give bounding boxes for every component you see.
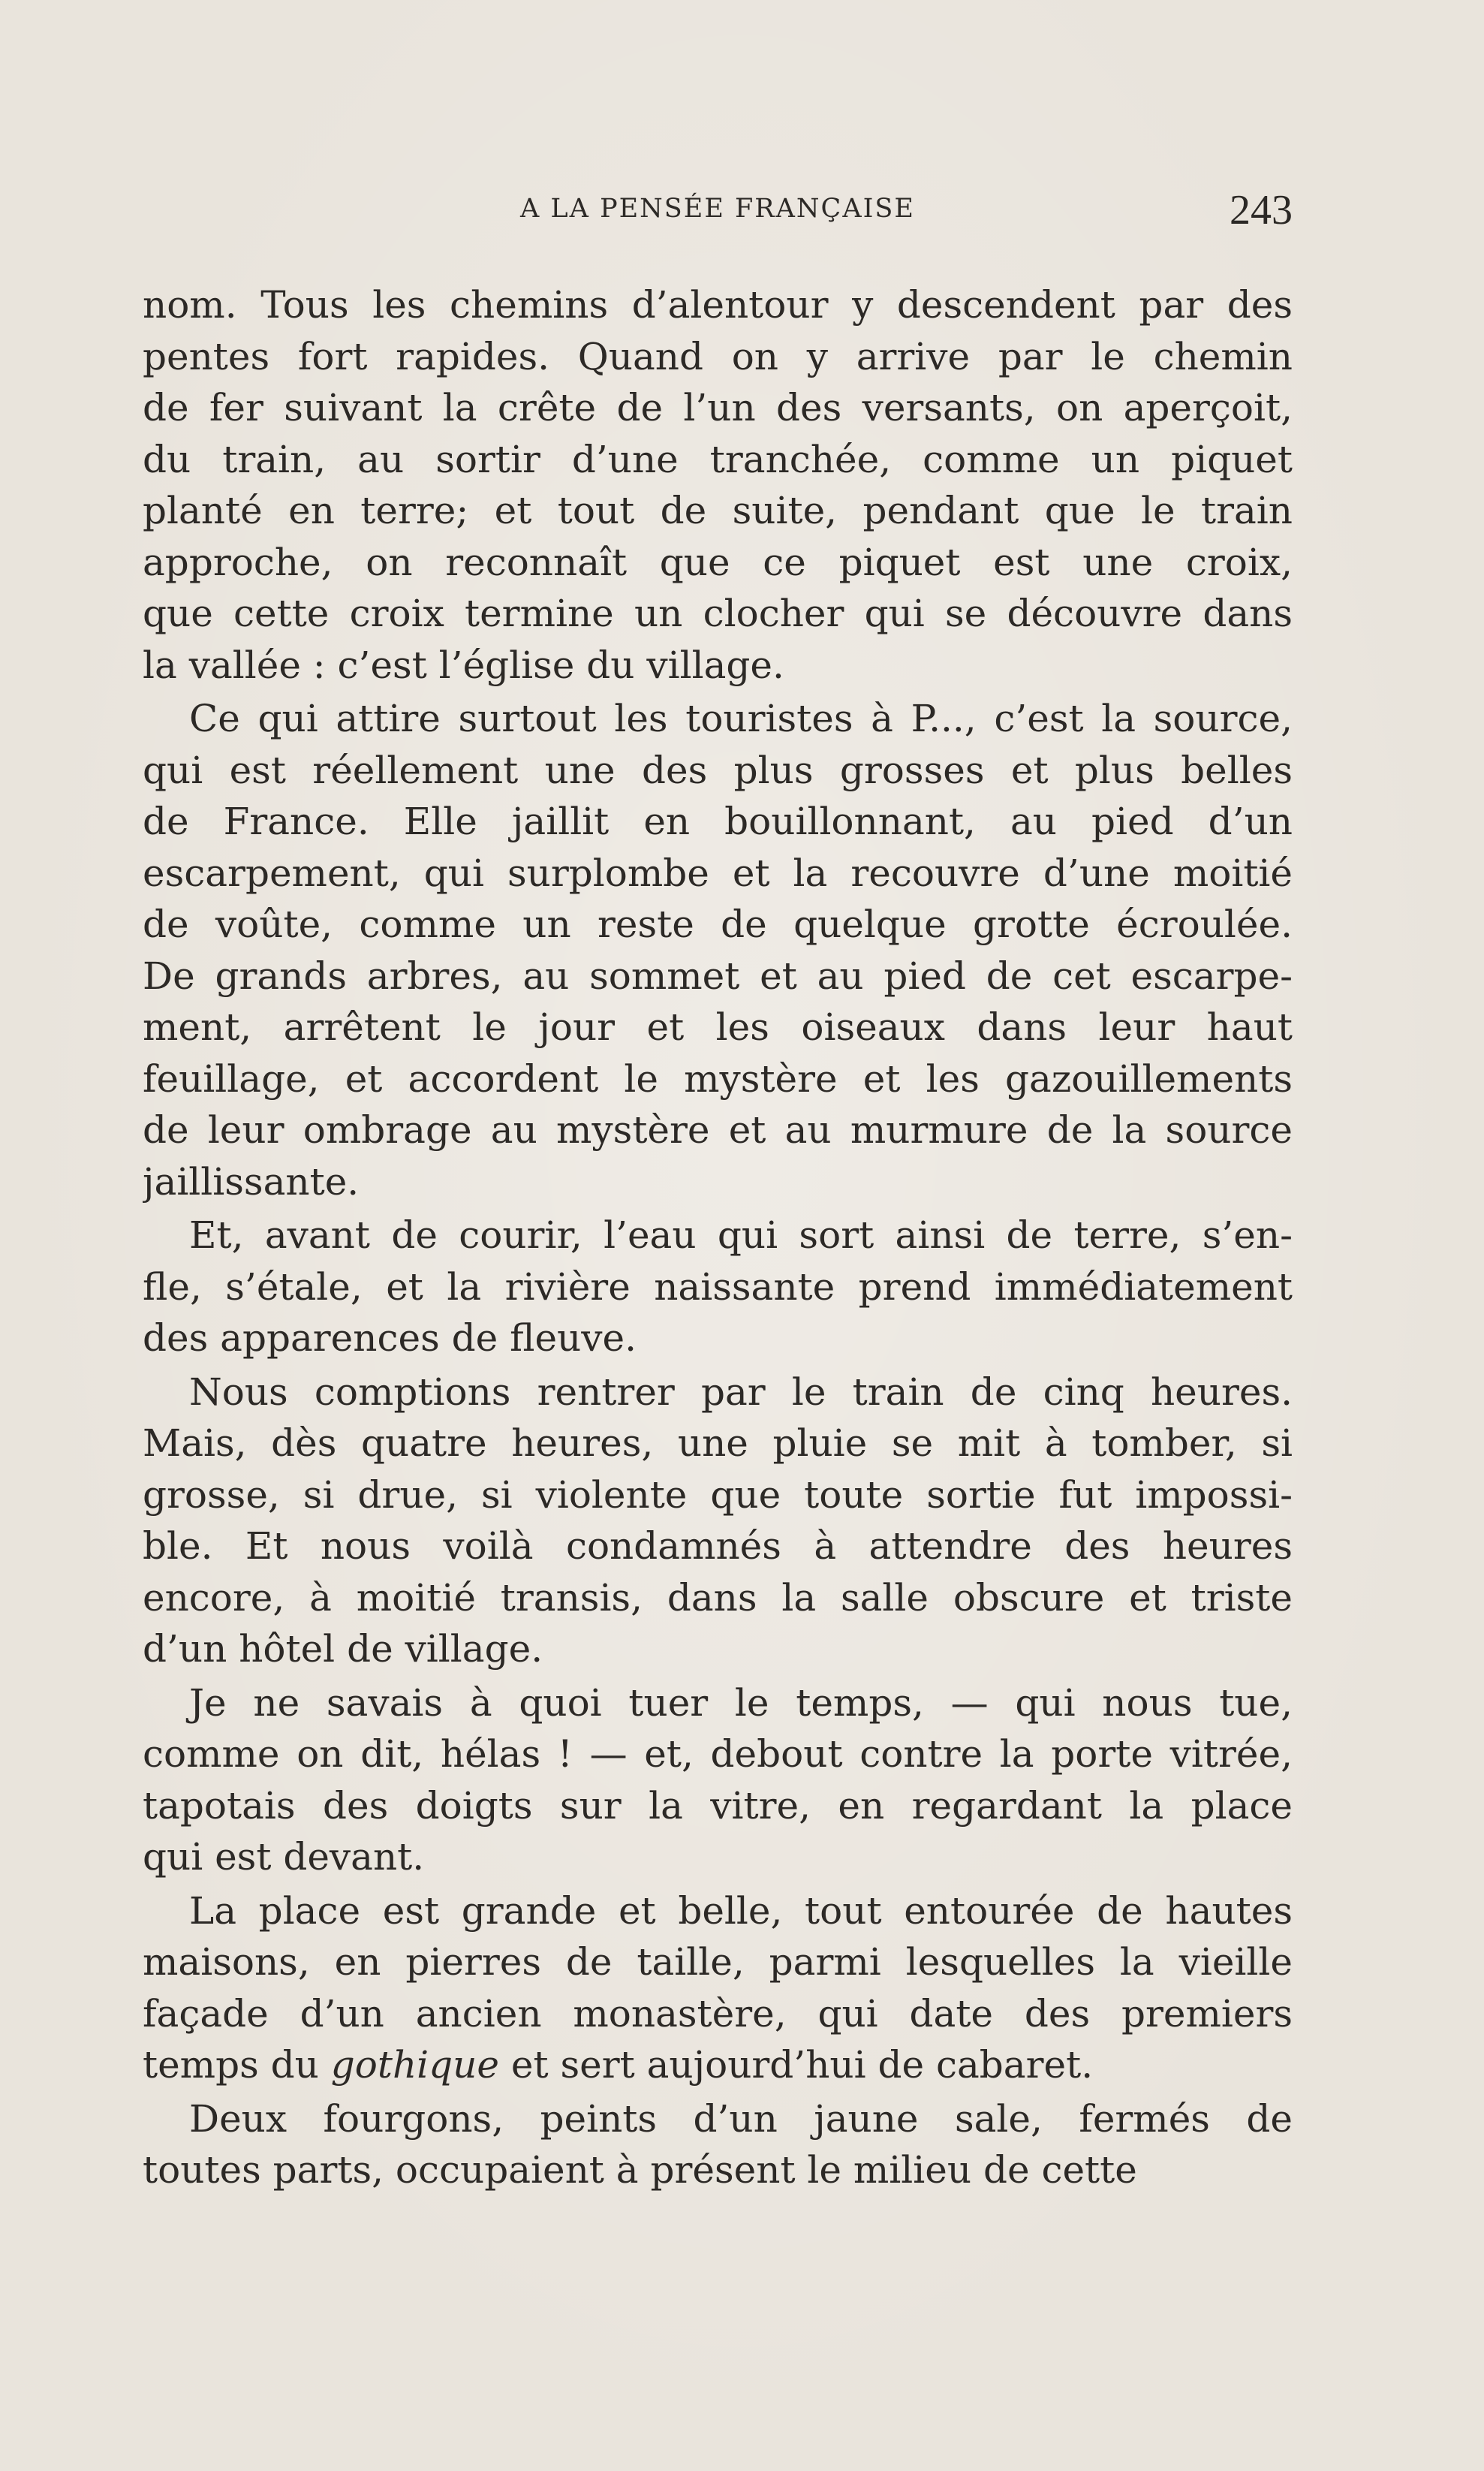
italic-word: gothique — [330, 2043, 499, 2087]
text-line: la vallée : c’est l’église du village. — [143, 643, 784, 687]
running-title: A LA PENSÉE FRANÇAISE — [520, 194, 915, 224]
text-line: pentes fort rapides. Quand on y arrive par le chemin — [143, 334, 1293, 378]
text-line: d’un hôtel de village. — [143, 1627, 543, 1671]
text-line: Ce qui attire surtout les touristes à P..., c’est la source, — [189, 697, 1293, 740]
text-line: ble. Et nous voilà condamnés à attendre des heures — [143, 1524, 1293, 1568]
text-line: de leur ombrage au mystère et au murmure de la source — [143, 1108, 1293, 1152]
text-line: maisons, en pierres de taille, parmi lesquelles la vieille — [143, 1940, 1293, 1984]
paragraph — [143, 2093, 1293, 2196]
text-line: Mais, dès quatre heures, une pluie se mit à tomber, si — [143, 1421, 1293, 1465]
text-line: toutes parts, occupaient à présent le milieu de cette — [143, 2148, 1137, 2192]
text-line: grosse, si drue, si violente que toute sortie fut impossi- — [143, 1472, 1293, 1517]
paragraph — [143, 1210, 1293, 1364]
paragraph — [143, 693, 1293, 1207]
text-line: Et, avant de courir, l’eau qui sort ainsi de terre, s’en- — [189, 1213, 1293, 1257]
text-line: fle, s’étale, et la rivière naissante prend immédiatement — [143, 1264, 1293, 1309]
text-line: nom. Tous les chemins d’alentour y descendent par des — [143, 283, 1293, 327]
text-line: De grands arbres, au sommet et au pied de cet escarpe- — [143, 954, 1293, 998]
text-line: de voûte, comme un reste de quelque grotte écroulée. — [143, 903, 1293, 946]
text-line: des apparences de fleuve. — [143, 1316, 637, 1360]
text-line: Deux fourgons, peints d’un jaune sale, fermés de — [189, 2096, 1293, 2141]
text-line: Je ne savais à quoi tuer le temps, — qui nous tue, — [189, 1680, 1293, 1725]
text-line: comme on dit, hélas ! — et, debout contre la porte vitrée, — [143, 1732, 1293, 1776]
paragraph — [143, 1367, 1293, 1675]
text-line: ment, arrêtent le jour et les oiseaux dans leur haut — [143, 1005, 1293, 1049]
text-line: de fer suivant la crête de l’un des versants, on aperçoit, — [143, 386, 1293, 429]
paragraph — [143, 1677, 1293, 1883]
text-line: Nous comptions rentrer par le train de cinq heures. — [189, 1370, 1293, 1414]
text-line: planté en terre; et tout de suite, pendant que le train — [143, 489, 1293, 532]
text-line: jaillissante. — [143, 1159, 360, 1204]
text-segment: et sert aujourd’hui de cabaret. — [498, 2043, 1094, 2087]
text-line: du train, au sortir d’une tranchée, comme un piquet — [143, 437, 1293, 481]
text-line: qui est devant. — [143, 1835, 425, 1879]
text-line: La place est grande et belle, tout entourée de hautes — [189, 1888, 1293, 1933]
text-line: qui est réellement une des plus grosses et plus belles — [143, 748, 1293, 792]
paragraph — [143, 1885, 1293, 2091]
text-line: encore, à moitié transis, dans la salle obscure et triste — [143, 1575, 1293, 1620]
text-line: tapotais des doigts sur la vitre, en regardant la place — [143, 1783, 1293, 1828]
text-line: approche, on reconnaît que ce piquet est une croix, — [143, 540, 1293, 584]
paragraph — [143, 279, 1293, 691]
text-line: que cette croix termine un clocher qui se découvre dans — [143, 592, 1293, 635]
text-line: façade d’un ancien monastère, qui date des premiers — [143, 1991, 1293, 2036]
page-number: 243 — [1230, 187, 1293, 234]
text-line: de France. Elle jaillit en bouillonnant, au pied d’un — [143, 800, 1293, 843]
text-line: escarpement, qui surplombe et la recouvre d’une moitié — [143, 851, 1293, 895]
body-text — [143, 279, 1293, 2196]
text-line — [143, 2039, 1293, 2091]
text-line: feuillage, et accordent le mystère et les gazouillements — [143, 1056, 1293, 1101]
text-segment: temps du — [143, 2043, 331, 2087]
running-head — [143, 186, 1293, 239]
